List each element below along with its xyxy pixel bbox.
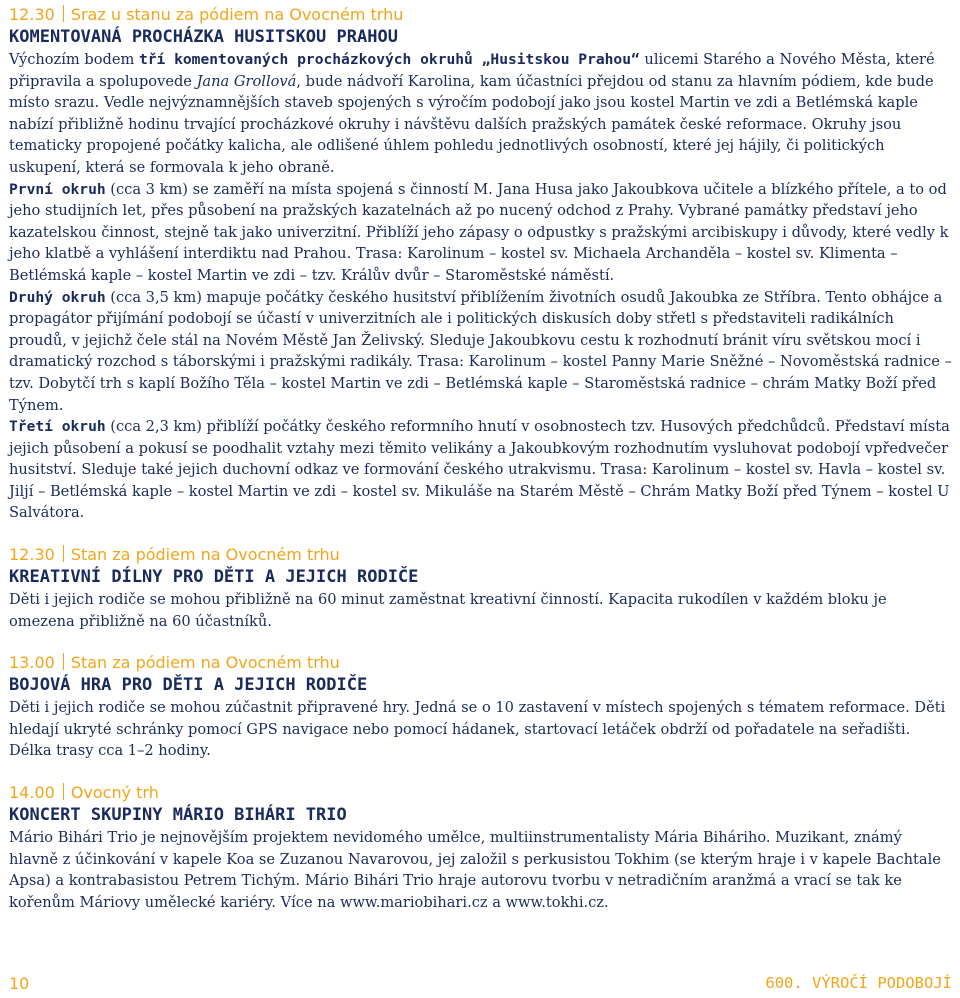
event-paragraph: První okruh (cca 3 km) se zaměří na místa spojená s činností M. Jana Husa jako Jakoubkova učitele a blízkého přítele, a to od jeho studijních let, přes působení na pražských kazatelnách až po nucený odchod z Prahy. Vybrané památky představí jeho kazatelskou činnost, stejně tak jako univerzitní. Přiblíží jeho zápasy o odpustky s pražskými arcibiskupy i důvody, které vedly k jeho klatbě a vyhlášení interdiktu nad Prahou. Trasa: Karolinum – kostel sv. Michaela Archanděla – kostel sv. Klimenta – Betlémská kaple – kostel Martin ve zdi – tzv. Králův dvůr – Staroměstské náměstí. — [9, 180, 949, 284]
page-number: 10 — [9, 974, 30, 993]
meta-divider — [63, 5, 64, 22]
event-place: Stan za pódiem na Ovocném trhu — [70, 653, 340, 673]
event-2 — [9, 544, 955, 632]
meta-divider — [63, 545, 64, 562]
event-paragraph: Výchozím bodem tří komentovaných procházkových okruhů „Husitskou Prahou“ ulicemi Starého a Nového Města, které připravila a spolupovede Jana Grollová, bude nádvoří Karolina, kam účastníci přejdou od stanu za hlavním pódiem, kde bude místo srazu. Vedle nejvýznamnějších staveb spojených s výročím podobojí jako jsou kostel Martin ve zdi a Betlémská kaple nabízí přibližně hodinu trvající procházkové okruhy i návštěvu dalších pražských památek české reformace. Okruhy jsou tematicky propojené počátky kalicha, ale odlišené úhlem pohledu jednotlivých osobností, které jej hájily, či politických uskupení, která se formovala k jeho obraně. — [9, 51, 935, 176]
italic-run: Jana Grollová — [196, 72, 297, 90]
event-paragraph: Druhý okruh (cca 3,5 km) mapuje počátky českého husitství přiblížením životních osudů Jakoubka ze Stříbra. Tento obhájce a propagátor přijímání podobojí se účastí v univerzitních ale i politických diskusích doby střetl s představiteli radikálních proudů, v jejichž čele stál na Novém Městě Jan Želivský. Sleduje Jakoubkovu cestu k rozhodnutí bránit víru světskou mocí i dramatický rozchod s táborskými i pražskými radikály. Trasa: Karolinum – kostel Panny Marie Sněžné – Novoměstská radnice – tzv. Dobytčí trh s kaplí Božího Těla – kostel Martin ve zdi – Betlémská kaple – Staroměstská radnice – chrám Matky Boží před Týnem. — [9, 288, 952, 414]
event-4 — [9, 782, 955, 913]
bold-run: Druhý okruh — [9, 288, 106, 306]
event-paragraph: Třetí okruh (cca 2,3 km) přiblíží počátky českého reformního hnutí v osobnostech tzv. Husových předchůdců. Představí místa jejich působení a pokusí se poodhalit vztahy mezi těmito velikány a Jakoubkovým rozhodnutím vysluhovat podobojí vpředvečer husitství. Sleduje také jejich duchovní odkaz ve formování českého utrakvismu. Trasa: Karolinum – kostel sv. Havla – kostel sv. Jiljí – Betlémská kaple – kostel Martin ve zdi – kostel sv. Mikuláše na Starém Městě – Chrám Matky Boží před Týnem – kostel U Salvátora. — [9, 418, 950, 522]
event-time: 13.00 — [9, 653, 55, 673]
event-meta — [9, 652, 955, 674]
event-title: BOJOVÁ HRA PRO DĚTI A JEJICH RODIČE — [9, 675, 368, 696]
event-title: KOMENTOVANÁ PROCHÁZKA HUSITSKOU PRAHOU — [9, 27, 398, 47]
event-meta — [9, 544, 955, 566]
event-paragraph: Děti i jejich rodiče se mohou přibližně na 60 minut zaměstnat kreativní činností. Kapacita rukodílen v každém bloku je omezena přibližně na 60 účastníků. — [9, 591, 887, 630]
event-time: 12.30 — [9, 5, 55, 24]
event-meta — [9, 4, 955, 26]
event-place: Ovocný trh — [70, 783, 159, 803]
event-1 — [9, 4, 955, 524]
page-content — [9, 4, 955, 933]
event-paragraph: Děti i jejich rodiče se mohou zúčastnit připravené hry. Jedná se o 10 zastavení v místech spojených s tématem reformace. Děti hledají ukryté schránky pomocí GPS navigace nebo pomocí hádanek, startovací letáček obdrží od pořadatele na seřadišti. Délka trasy cca 1–2 hodiny. — [9, 699, 946, 760]
bold-run: tří komentovaných procházkových okruhů „Husitskou Prahou“ — [138, 51, 640, 68]
bold-run: Třetí okruh — [9, 418, 106, 436]
event-time: 14.00 — [9, 783, 55, 803]
event-place: Stan za pódiem na Ovocném trhu — [70, 545, 340, 565]
meta-divider — [63, 783, 64, 800]
event-meta — [9, 782, 955, 804]
event-title: KREATIVNÍ DÍLNY PRO DĚTI A JEJICH RODIČE — [9, 567, 419, 588]
meta-divider — [63, 653, 64, 670]
bold-run: První okruh — [9, 180, 106, 198]
event-3 — [9, 652, 955, 762]
event-place: Sraz u stanu za pódiem na Ovocném trhu — [70, 5, 404, 24]
event-title: KONCERT SKUPINY MÁRIO BIHÁRI TRIO — [9, 805, 347, 826]
footer-label: 600. VÝROČÍ PODOBOJÍ — [765, 974, 952, 992]
event-time: 12.30 — [9, 545, 55, 565]
event-paragraph: Mário Bihári Trio je nejnovějším projektem nevidomého umělce, multiinstrumentalisty Mária Biháriho. Muzikant, známý hlavně z účinkování v kapele Koa se Zuzanou Navarovou, jej založil s perkusistou Tokhim (se kterým hraje i v kapele Bachtale Apsa) a kontrabasistou Petrem Tichým. Mário Bihári Trio hraje autorovu tvorbu v netradičním aranžmá a vrací se tak ke kořenům Máriovy umělecké kariéry. Více na www.mariobihari.cz a www.tokhi.cz. — [9, 829, 941, 911]
